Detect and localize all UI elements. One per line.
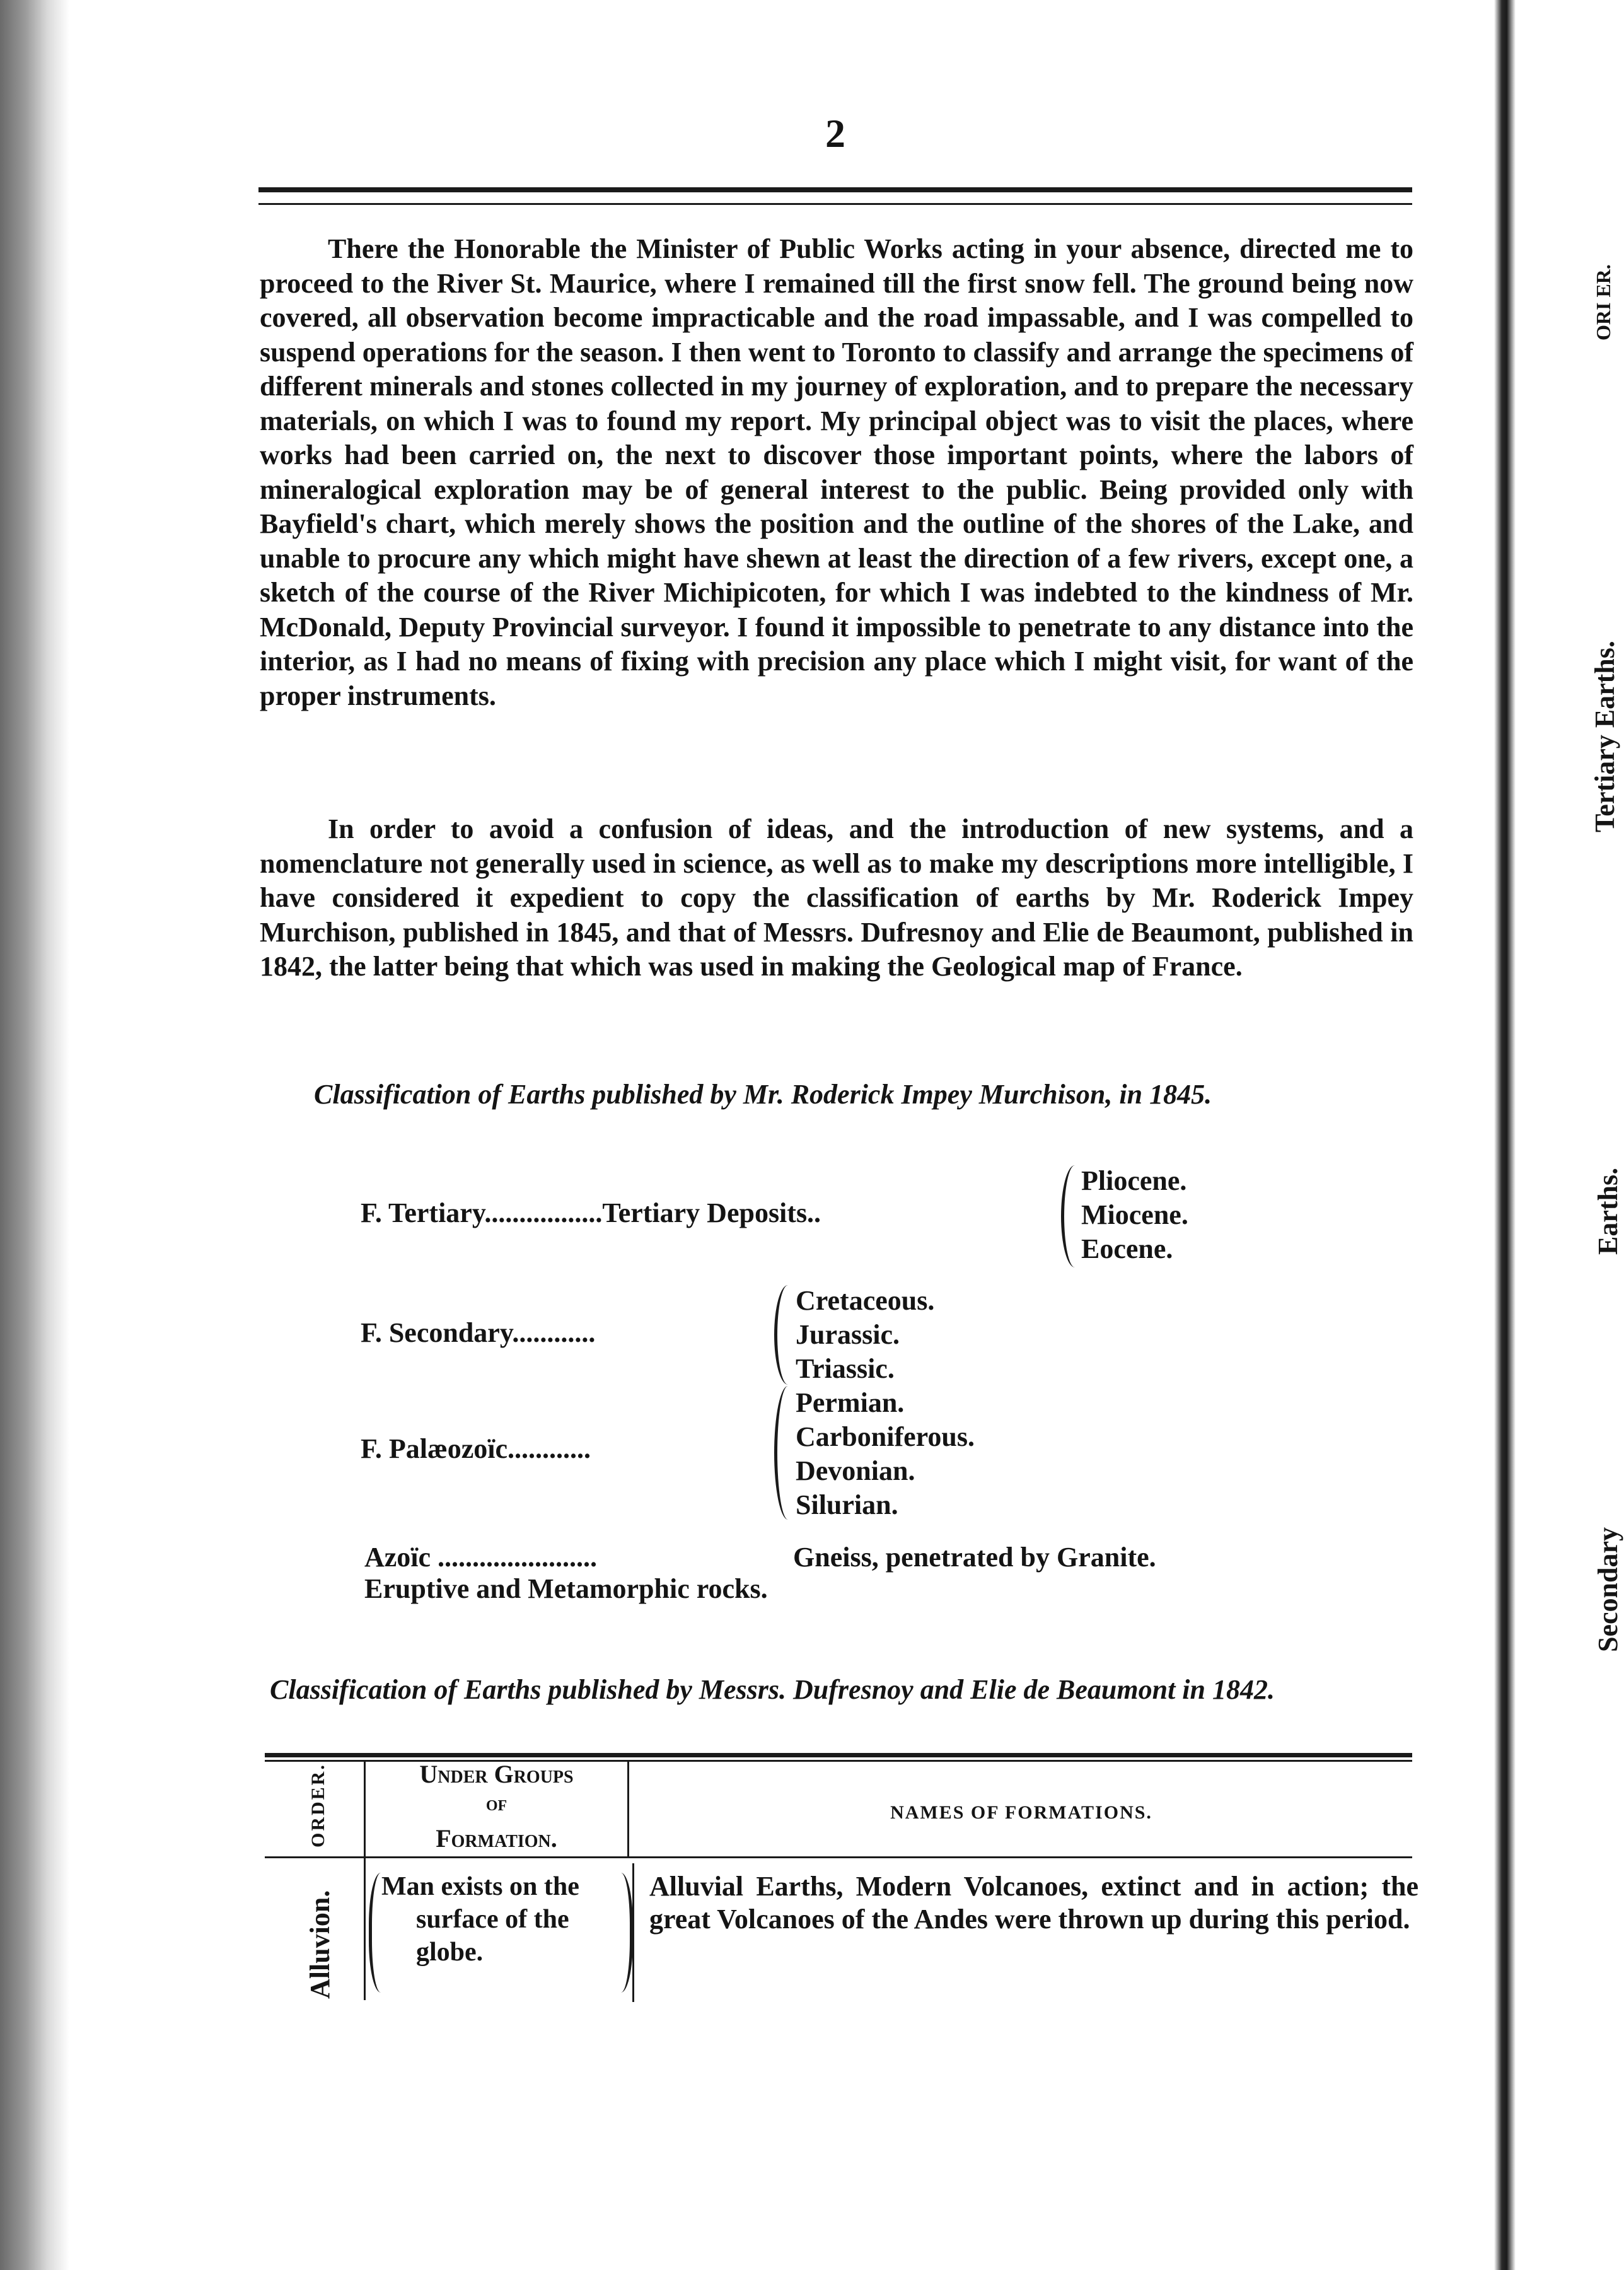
palaeozoic-item: Devonian. bbox=[796, 1455, 915, 1486]
secondary-label: F. Secondary............ bbox=[361, 1317, 596, 1348]
adjacent-label: ORI ER. bbox=[1592, 264, 1615, 340]
scan-binding-shadow bbox=[0, 0, 69, 2270]
palaeozoic-brace bbox=[774, 1386, 790, 1520]
header-order: ORDER. bbox=[308, 1763, 328, 1848]
body-paragraph-1: There the Honorable the Minister of Public Works acting in your absence, directed me to proceed to the River St. Maurice, where I remained till the first snow fell. The ground being now covered, all observation become impracticable and the road impassable, and I was compelled to suspend operations for the season. I then went to Toronto to classify and arrange the specimens of different minerals and stones collected in my journey of exploration, and to prepare the necessary materials, on which I was to found my report. My principal object was to visit the places, where works had been carried on, the next to discover those important points, where the labors of mineralogical exploration may be of general interest to the public. Being provided only with Bayfield's chart, which merely shows the position and the outline of the shores of the Lake, and unable to procure any which might have shewn at least the direction of a few rivers, except one, a sketch of the course of the River Michipicoten, for which I was indebted to the kindness of Mr. McDonald, Deputy Provincial surveyor. I found it impossible to penetrate to any distance into the interior, as I had no means of fixing with precision any place which I might visit, for want of the proper instruments. bbox=[260, 233, 1413, 711]
adjacent-label: Tertiary Earths. bbox=[1589, 641, 1620, 832]
scan-page-gutter bbox=[1494, 0, 1516, 2270]
azoic-value: Gneiss, penetrated by Granite. bbox=[793, 1542, 1156, 1573]
secondary-brace bbox=[774, 1285, 790, 1385]
murchison-caption: Classification of Earths published by Mr. Roderick Impey Murchison, in 1845. bbox=[314, 1079, 1212, 1110]
body-paragraph-2: In order to avoid a confusion of ideas, and the introduction of new systems, and a nomenclature not generally used in science, as well as to make my descriptions more intelligible, I have considered it expedient to copy the classification of earths by Mr. Roderick Impey Murchison, published in 1845, and that of Messrs. Dufresnoy and Elie de Beaumont, published in 1842, the latter being that which was used in making the Geological map of France. bbox=[260, 813, 1413, 982]
palaeozoic-item: Permian. bbox=[796, 1387, 905, 1418]
header-rule bbox=[258, 187, 1412, 205]
palaeozoic-label: F. Palæozoïc............ bbox=[361, 1433, 591, 1464]
tertiary-item: Miocene. bbox=[1081, 1199, 1188, 1230]
tertiary-label: F. Tertiary.................Tertiary Deposits.. bbox=[361, 1197, 821, 1228]
secondary-item: Cretaceous. bbox=[796, 1285, 935, 1316]
tertiary-brace bbox=[1061, 1165, 1077, 1267]
row-brace-right bbox=[621, 1873, 633, 1993]
table-column-divider bbox=[627, 1761, 629, 1856]
dufresnoy-caption: Classification of Earths published by Messrs. Dufresnoy and Elie de Beaumont in 1842. bbox=[270, 1674, 1275, 1705]
header-under-groups-line: Formation. bbox=[436, 1824, 557, 1853]
table-header-rule bbox=[265, 1856, 1412, 1858]
row-group-line: Man exists on the bbox=[381, 1872, 579, 1901]
secondary-item: Triassic. bbox=[796, 1353, 895, 1384]
page-number: 2 bbox=[825, 111, 845, 156]
row-group-line: globe. bbox=[416, 1938, 484, 1967]
adjacent-label: Secondary bbox=[1592, 1527, 1623, 1652]
row-group-line: surface of the bbox=[416, 1905, 569, 1934]
table-column-divider bbox=[632, 1863, 634, 2002]
eruptive-rocks: Eruptive and Metamorphic rocks. bbox=[364, 1573, 768, 1604]
azoic-label: Azoïc ....................... bbox=[364, 1542, 598, 1573]
tertiary-item: Pliocene. bbox=[1081, 1165, 1187, 1196]
palaeozoic-item: Silurian. bbox=[796, 1489, 898, 1520]
row-order: Alluvion. bbox=[304, 1890, 335, 1999]
table-column-divider bbox=[364, 1761, 366, 2000]
row-brace-left bbox=[369, 1873, 381, 1993]
adjacent-label: Earths. bbox=[1592, 1167, 1623, 1255]
header-names-of-formations: NAMES OF FORMATIONS. bbox=[890, 1802, 1152, 1823]
tertiary-item: Eocene. bbox=[1081, 1233, 1173, 1264]
secondary-item: Jurassic. bbox=[796, 1319, 900, 1350]
header-under-groups-line: Under Groups bbox=[419, 1760, 574, 1788]
header-under-groups-line: of bbox=[485, 1792, 508, 1815]
row-names: Alluvial Earths, Modern Volcanoes, extinct and in action; the great Volcanoes of the Andes were thrown up during this period. bbox=[649, 1871, 1418, 1935]
palaeozoic-item: Carboniferous. bbox=[796, 1421, 975, 1452]
